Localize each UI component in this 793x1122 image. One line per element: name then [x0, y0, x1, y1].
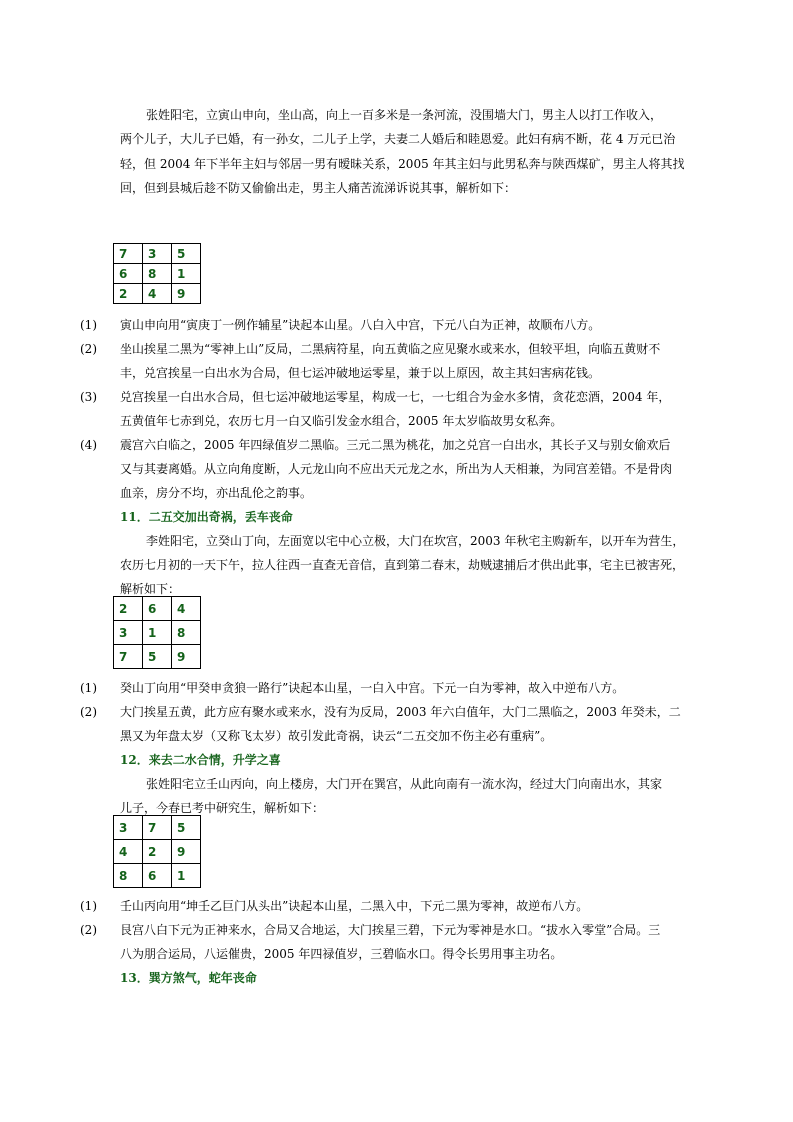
grid-cell: 6	[143, 864, 172, 888]
item-number: (1)	[80, 681, 97, 695]
item-line: 五黄值年七赤到兑，农历七月一白又临引发金水组合，2005 年太岁临故男女私奔。	[120, 414, 563, 428]
item-line: 兑宫挨星一白出水合局，但七运冲破地运零星，构成一七，一七组合为金水多情，贪花恋酒，2004 年，	[120, 390, 671, 404]
grid-cell: 7	[114, 645, 143, 669]
section11-line-1: 李姓阳宅，立癸山丁向，左面宽以宅中心立极，大门在坎宫，2003 年秋宅主购新车，以开车为营生，	[146, 534, 685, 548]
section11-line-2: 农历七月初的一天下午，拉人往西一直查无音信，直到第二春末，劫贼逮捕后才供出此事，宅主已被害死，	[120, 558, 685, 572]
intro-line-3: 轻，但 2004 年下半年主妇与邻居一男有暧昧关系，2005 年其主妇与此男私奔与陕西煤矿，男主人将其找	[120, 157, 685, 171]
section12-line-1: 张姓阳宅立壬山丙向，向上楼房，大门开在巽宫，从此向南有一流水沟，经过大门向南出水，其家	[146, 777, 663, 791]
grid-cell: 5	[172, 816, 201, 840]
intro-line-1: 张姓阳宅，立寅山申向，坐山高，向上一百多米是一条河流，没围墙大门，男主人以打工作收入，	[146, 108, 663, 122]
item-line: 癸山丁向用“甲癸申贪狼一路行”诀起本山星，一白入中宫。下元一白为零神，故入中逆布八方。	[120, 681, 625, 695]
grid-cell: 9	[172, 284, 201, 304]
grid-cell: 2	[143, 840, 172, 864]
item-line: 艮宫八白下元为正神来水，合局又合地运，大门挨星三碧，下元为零神是水口。“拔水入零堂”合局。三	[120, 923, 661, 937]
item-number: (3)	[80, 390, 97, 404]
item-number: (2)	[80, 342, 97, 356]
item-line: 壬山丙向用“坤壬乙巨门从头出”诀起本山星，二黑入中，下元二黑为零神，故逆布八方。	[120, 899, 589, 913]
item-number: (2)	[80, 923, 97, 937]
item-number: (1)	[80, 899, 97, 913]
grid-cell: 1	[172, 264, 201, 284]
grid-cell: 3	[114, 621, 143, 645]
grid-cell: 3	[143, 244, 172, 264]
grid-cell: 8	[143, 264, 172, 284]
item-line: 坐山挨星二黑为“零神上山”反局，二黑病符星，向五黄临之应见聚水或来水，但较平坦，向临五黄财不	[120, 342, 661, 356]
item-line: 丰，兑宫挨星一白出水为合局，但七运冲破地运零星，兼于以上原因，故主其妇害病花钱。	[120, 366, 601, 380]
item-line: 血亲，房分不均，亦出乱伦之韵事。	[120, 486, 313, 500]
grid-cell: 7	[143, 816, 172, 840]
item-line: 寅山申向用“寅庚丁一例作辅星”诀起本山星。八白入中宫，下元八白为正神，故顺布八方。	[120, 318, 601, 332]
grid-cell: 4	[172, 597, 201, 621]
grid-cell: 1	[143, 621, 172, 645]
section11-line-3: 解析如下：	[120, 582, 181, 596]
intro-line-4: 回，但到县城后趁不防又偷偷出走，男主人痛苦流涕诉说其事，解析如下：	[120, 181, 517, 195]
grid-cell: 2	[114, 284, 143, 304]
grid-cell: 2	[114, 597, 143, 621]
item-number: (4)	[80, 438, 97, 452]
item-line: 八为朋合运局，八运催贵，2005 年四禄值岁，三碧临水口。得令长男用事主功名。	[120, 947, 563, 961]
section-heading-12: 12．来去二水合情，升学之喜	[120, 753, 281, 767]
grid-cell: 6	[114, 264, 143, 284]
section12-line-2: 儿子，今春已考中研究生，解析如下：	[120, 801, 325, 815]
flying-star-grid-2	[113, 596, 201, 669]
item-line: 又与其妻离婚。从立向角度断，人元龙山向不应出天元龙之水，所出为人天相兼，为同宫差错。不是骨肉	[120, 462, 673, 476]
flying-star-grid-3	[113, 815, 201, 888]
grid-cell: 7	[114, 244, 143, 264]
grid-cell: 6	[143, 597, 172, 621]
item-line: 大门挨星五黄，此方应有聚水或来水，没有为反局，2003 年六白值年，大门二黑临之，2003 年癸未，二	[120, 705, 681, 719]
grid-cell: 9	[172, 840, 201, 864]
section-heading-13: 13．巽方煞气，蛇年丧命	[120, 971, 257, 985]
grid-cell: 5	[172, 244, 201, 264]
grid-cell: 9	[172, 645, 201, 669]
grid-cell: 5	[143, 645, 172, 669]
item-number: (2)	[80, 705, 97, 719]
grid-cell: 8	[114, 864, 143, 888]
grid-cell: 1	[172, 864, 201, 888]
grid-cell: 8	[172, 621, 201, 645]
item-line: 震宫六白临之，2005 年四绿值岁二黑临。三元二黑为桃花，加之兑宫一白出水，其长子又与别女偷欢后	[120, 438, 671, 452]
grid-cell: 3	[114, 816, 143, 840]
grid-cell: 4	[143, 284, 172, 304]
grid-cell: 4	[114, 840, 143, 864]
item-number: (1)	[80, 318, 97, 332]
item-line: 黑又为年盘太岁（又称飞太岁）故引发此奇祸，诀云“二五交加不伤主必有重病”。	[120, 729, 553, 743]
flying-star-grid-1	[113, 243, 201, 304]
section-heading-11: 11．二五交加出奇祸，丢车丧命	[120, 510, 293, 524]
intro-line-2: 两个儿子，大儿子已婚，有一孙女，二儿子上学，夫妻二人婚后和睦恩爱。此妇有病不断，花 4 万元已治	[120, 132, 676, 146]
